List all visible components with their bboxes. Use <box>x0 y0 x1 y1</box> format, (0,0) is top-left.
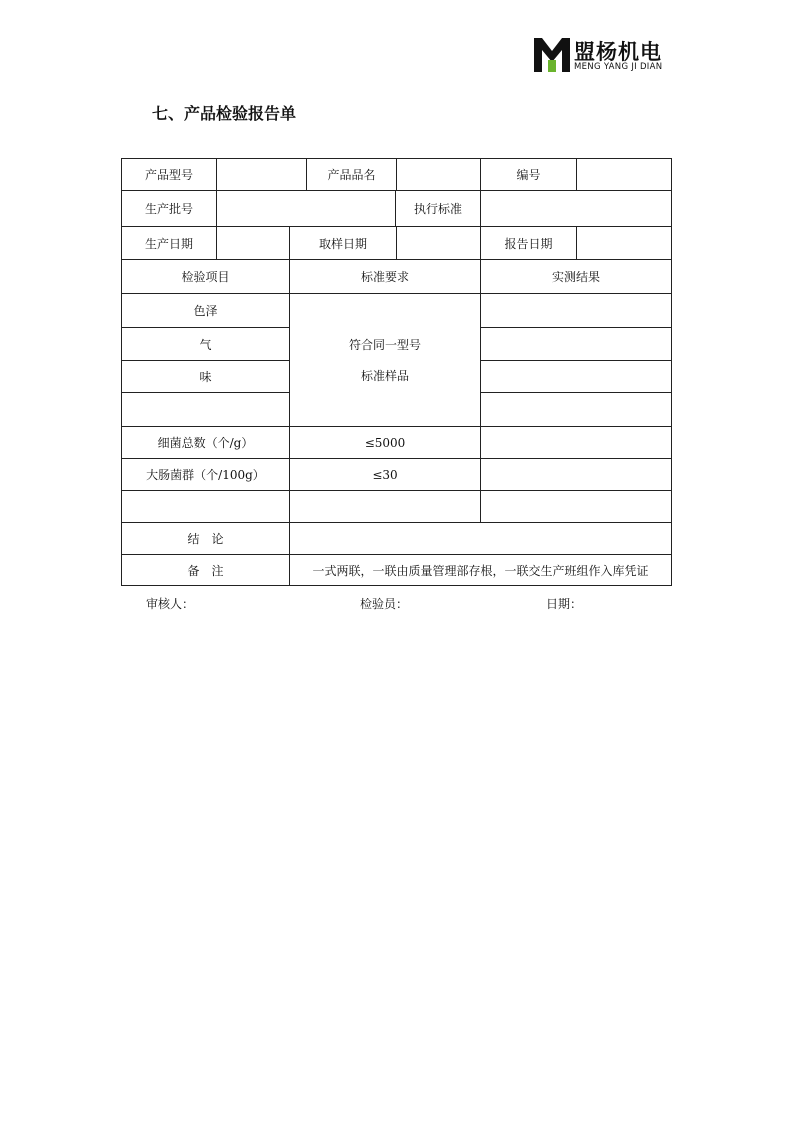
column-header-item: 检验项目 <box>121 259 290 294</box>
company-logo <box>534 36 674 76</box>
requirement-coliform: ≤30 <box>289 458 481 491</box>
item-color: 色泽 <box>121 293 290 328</box>
column-header-result: 实测结果 <box>480 259 672 294</box>
logo-name-cn: 盟杨机电 <box>574 40 662 64</box>
result-taste[interactable] <box>480 360 672 393</box>
sample-date-label: 取样日期 <box>289 226 397 260</box>
product-name-label: 产品品名 <box>306 158 397 191</box>
production-date-value[interactable] <box>216 226 290 260</box>
requirement-bacteria: ≤5000 <box>289 426 481 459</box>
reviewer-label: 审核人： <box>146 597 195 611</box>
logo-mark-icon <box>534 38 570 72</box>
inspector-label: 检验员： <box>360 597 409 611</box>
batch-value[interactable] <box>216 190 396 227</box>
section-title: 七、产品检验报告单 <box>152 104 297 123</box>
report-date-value[interactable] <box>576 226 672 260</box>
remarks-text: 一式两联，一联由质量管理部存根，一联交生产班组作入库凭证 <box>289 554 672 586</box>
sensory-requirement <box>289 293 481 427</box>
inspection-report-form <box>121 158 672 586</box>
number-value[interactable] <box>576 158 672 191</box>
standard-value[interactable] <box>480 190 672 227</box>
result-bacteria[interactable] <box>480 426 672 459</box>
production-date-label: 生产日期 <box>121 226 217 260</box>
item-smell: 气 <box>121 327 290 361</box>
item-coliform: 大肠菌群（个/100g） <box>121 458 290 491</box>
requirement-line-1: 符合同一型号 <box>348 338 421 352</box>
product-name-value[interactable] <box>396 158 481 191</box>
remarks-label: 备 注 <box>121 554 290 586</box>
item-bacteria: 细菌总数（个/g） <box>121 426 290 459</box>
item-blank <box>121 392 290 427</box>
product-model-value[interactable] <box>216 158 307 191</box>
requirement-line-2: 标准样品 <box>360 369 409 383</box>
extra-result[interactable] <box>480 490 672 523</box>
extra-item[interactable] <box>121 490 290 523</box>
result-color[interactable] <box>480 293 672 328</box>
result-smell[interactable] <box>480 327 672 361</box>
report-date-label: 报告日期 <box>480 226 577 260</box>
sample-date-value[interactable] <box>396 226 481 260</box>
date-label: 日期： <box>546 597 583 611</box>
batch-label: 生产批号 <box>121 190 217 227</box>
result-blank[interactable] <box>480 392 672 427</box>
result-coliform[interactable] <box>480 458 672 491</box>
column-header-requirement: 标准要求 <box>289 259 481 294</box>
extra-requirement[interactable] <box>289 490 481 523</box>
product-model-label: 产品型号 <box>121 158 217 191</box>
item-taste: 味 <box>121 360 290 393</box>
logo-name-en: MENG YANG JI DIAN <box>574 62 663 72</box>
conclusion-label: 结 论 <box>121 522 290 555</box>
conclusion-value[interactable] <box>289 522 672 555</box>
standard-label: 执行标准 <box>395 190 481 227</box>
number-label: 编号 <box>480 158 577 191</box>
